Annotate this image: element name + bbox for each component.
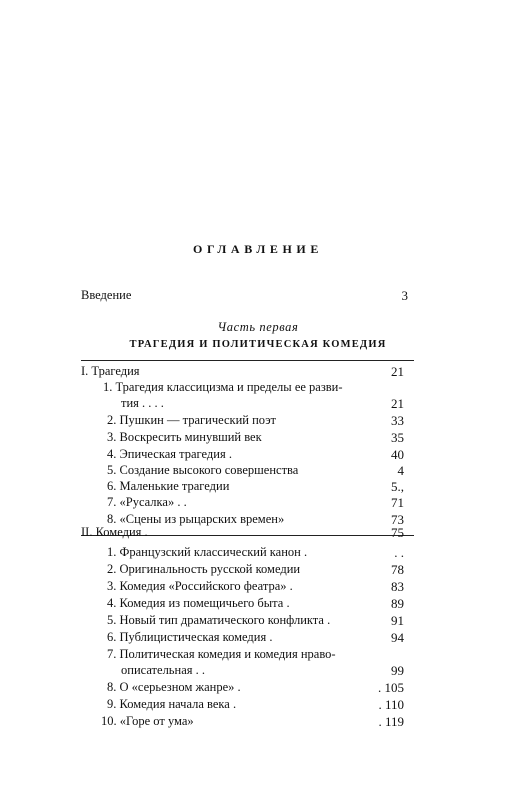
toc-item: 7. Политическая комедия и комедия нраво- — [107, 647, 336, 661]
toc-item-page: 71 — [391, 495, 404, 510]
toc-item: 3. Воскресить минувший век — [107, 430, 262, 444]
section-label: II. Комедия . — [81, 525, 148, 539]
toc-item: 2. Оригинальность русской комедии — [107, 562, 301, 576]
toc-item: 2. Пушкин — трагический поэт — [107, 413, 277, 427]
toc-item: тия . . . . — [121, 396, 164, 410]
toc-item: 4. Комедия из помещичьего быта . — [107, 596, 290, 610]
toc-item-page: . 110 — [378, 697, 404, 712]
toc-item: 10. «Горе от ума» — [101, 714, 194, 728]
section-page-number: 75 — [391, 525, 404, 540]
toc-item-page: . . — [394, 545, 404, 560]
toc-item-page: . 105 — [378, 680, 404, 695]
toc-item-page: 4 — [397, 463, 404, 478]
section-page-number: 21 — [391, 364, 404, 379]
toc-item-page: 78 — [391, 562, 404, 577]
toc-item: 4. Эпическая трагедия . — [107, 447, 232, 461]
toc-item: 6. Публицистическая комедия . — [107, 630, 273, 644]
section-label: I. Трагедия — [81, 364, 140, 378]
toc-item-page: 83 — [391, 579, 404, 594]
toc-item-page: 99 — [391, 663, 404, 678]
toc-item-page: . 119 — [378, 714, 404, 729]
part-label: Часть первая — [217, 320, 299, 334]
toc-item: 8. «Сцены из рыцарских времен» — [107, 512, 285, 526]
toc-item-page: 33 — [391, 413, 404, 428]
toc-item-page: 89 — [391, 596, 404, 611]
toc-item: 3. Комедия «Российского феатра» . — [107, 579, 293, 593]
toc-item: 5. Создание высокого совершенства — [107, 463, 299, 477]
toc-item: 9. Комедия начала века . — [107, 697, 237, 711]
toc-item-page: 91 — [391, 613, 404, 628]
toc-item: 5. Новый тип драматического конфликта . — [107, 613, 331, 627]
toc-item-page: 94 — [391, 630, 404, 645]
intro-page-number: 3 — [401, 288, 408, 303]
toc-item: 1. Трагедия классицизма и пределы ее разви- — [103, 380, 343, 394]
toc-item-page: 40 — [391, 447, 404, 462]
toc-item-page: 73 — [391, 512, 404, 527]
toc-item: 6. Маленькие трагедии — [107, 479, 230, 493]
toc-item: 7. «Русалка» . . — [107, 495, 187, 509]
toc-item-page: 21 — [391, 396, 404, 411]
toc-item: описательная . . — [121, 663, 205, 677]
toc-item-page: 5., — [391, 479, 404, 494]
toc-item-page: 35 — [391, 430, 404, 445]
part-title: ТРАГЕДИЯ И ПОЛИТИЧЕСКАЯ КОМЕДИЯ — [129, 339, 387, 350]
toc-item: 8. О «серьезном жанре» . — [107, 680, 241, 694]
toc-item: 1. Французский классический канон . — [107, 545, 308, 559]
toc-title: ОГЛАВЛЕНИЕ — [193, 242, 323, 256]
intro-label: Введение — [81, 288, 132, 302]
section-divider — [81, 360, 414, 361]
